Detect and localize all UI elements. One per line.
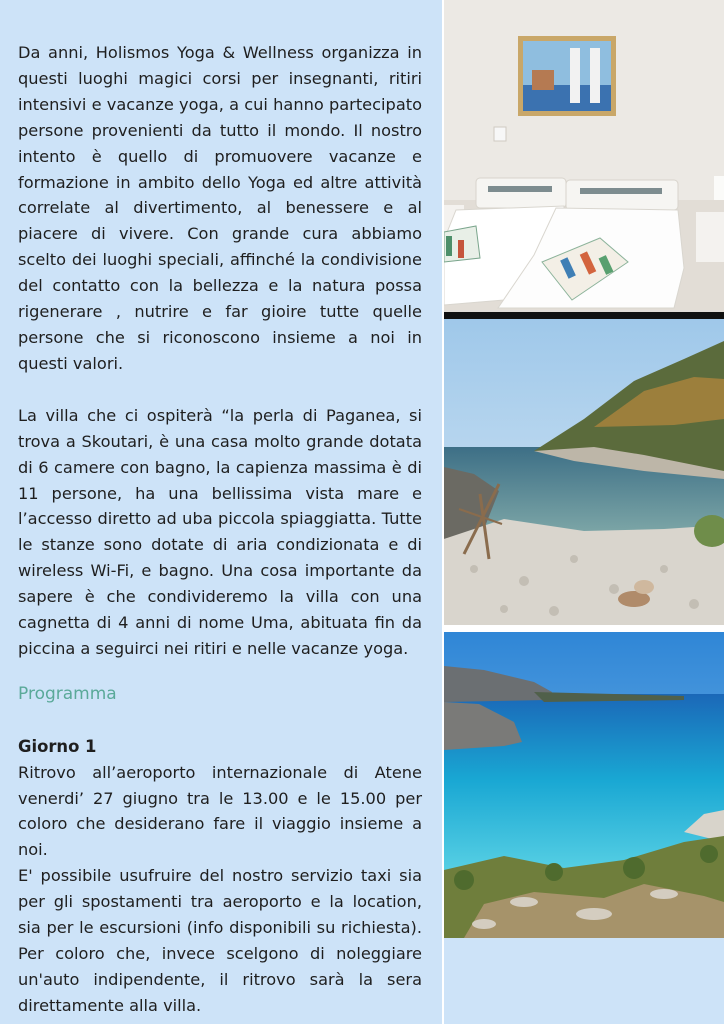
beach-cove-photo bbox=[444, 319, 724, 625]
bedroom-photo bbox=[444, 0, 724, 312]
program-heading: Programma bbox=[18, 683, 117, 704]
photo-column-bottom bbox=[444, 938, 724, 1024]
photo-separator bbox=[444, 625, 724, 632]
photo-separator bbox=[444, 312, 724, 319]
turquoise-bay-photo bbox=[444, 632, 724, 938]
text-content bbox=[18, 40, 422, 1019]
day-1-title: Giorno 1 bbox=[18, 736, 97, 756]
intro-paragraph-1: Da anni, Holismos Yoga & Wellness organizza in questi luoghi magici corsi per insegnanti, ritiri intensivi e vacanze yoga, a cui hanno partecipato persone provenienti da tutto il mondo. Il nostro intento è quello di promuovere vacanze e formazione in ambito dello Yoga ed altre attività correlate al divertimento, al benessere e al piacere di vivere. Con grande cura abbiamo scelto dei luoghi speciali, affinché la condivisione del contatto con la bellezza e la natura possa rigenerare , nutrire e far gioire tutte quelle persone che si riconoscono insieme a noi in questi valori. bbox=[18, 43, 422, 373]
intro-paragraph-2: La villa che ci ospiterà “la perla di Paganea, si trova a Skoutari, è una casa molto grande dotata di 6 camere con bagno, la capienza massima è di 11 persone, ha una bellissima vista mare e l’accesso diretto ad uba piccola spiaggiattа. Tutte le stanze sono dotate di aria condizionata e di wireless Wi-Fi, e bagno. Una cosa importante da sapere è che condivideremo la villa con una cagnetta di 4 anni di nome Uma, abituata fin da piccina a seguirci nei ritiri e nelle vacanze yoga. bbox=[18, 405, 422, 658]
day-1-text-2: E' possibile usufruire del nostro servizio taxi sia per gli spostamenti tra aeroporto e la location, sia per le escursioni (info disponibili su richiesta). Per coloro che, invece scelgono di noleggiare un'auto indipendente, il ritrovo sarà la sera direttamente alla villa. bbox=[18, 866, 422, 1015]
day-1-text-1: Ritrovo all’aeroporto internazionale di Atene venerdi’ 27 giugno tra le 13.00 e le 15.00 per coloro che desiderano fare il viaggio insieme a noi. bbox=[18, 762, 422, 860]
